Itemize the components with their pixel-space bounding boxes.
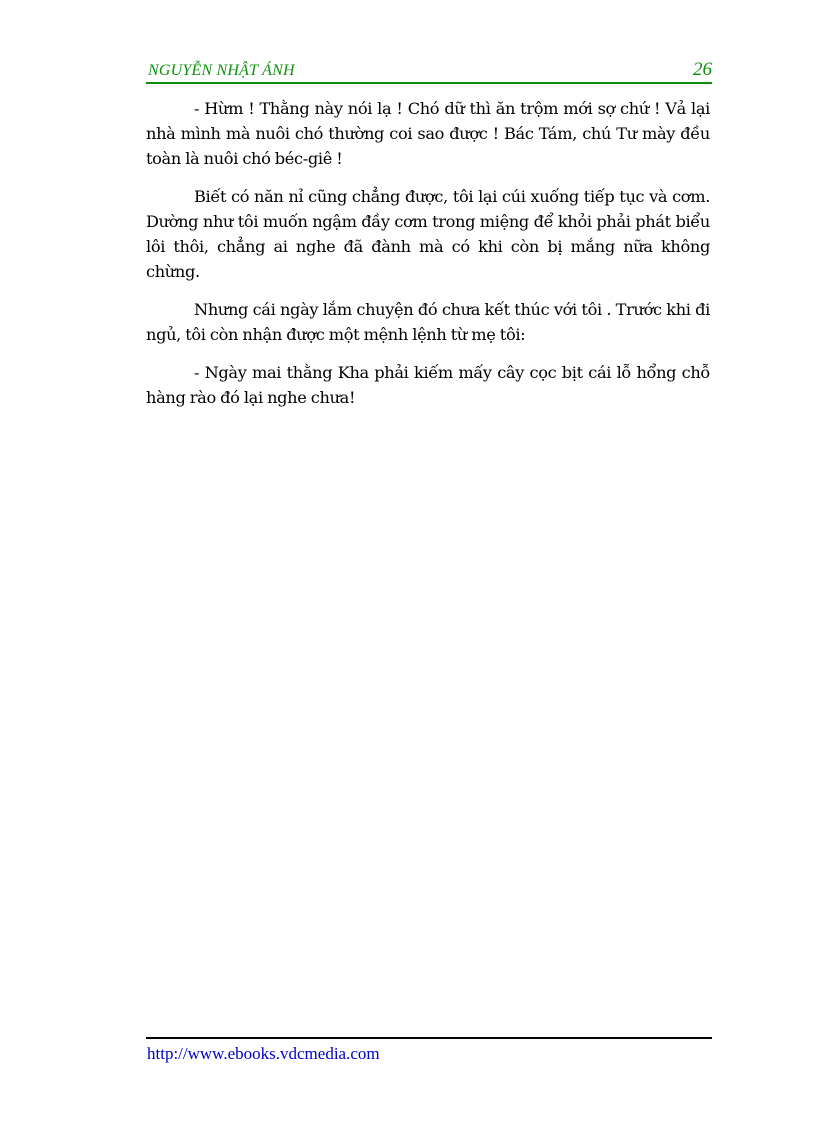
body-text — [146, 96, 710, 423]
footer-divider — [146, 1037, 712, 1039]
page-number: 26 — [693, 59, 712, 80]
paragraph: Nhưng cái ngày lắm chuyện đó chưa kết thúc với tôi . Trước khi đi ngủ, tôi còn nhận được một mệnh lệnh từ mẹ tôi: — [146, 300, 710, 344]
header-author: NGUYỄN NHẬT ÁNH — [148, 62, 295, 79]
paragraph: - Ngày mai thằng Kha phải kiếm mấy cây cọc bịt cái lỗ hổng chỗ hàng rào đó lại nghe chưa! — [146, 363, 710, 407]
paragraph: Biết có năn nỉ cũng chẳng được, tôi lại cúi xuống tiếp tục và cơm. Dường như tôi muốn ngậm đầy cơm trong miệng để khỏi phải phát biểu lôi thôi, chẳng ai nghe đã đành mà có khi còn bị mắng nữa không chừng. — [146, 187, 710, 281]
footer-link[interactable]: http://www.ebooks.vdcmedia.com — [147, 1044, 380, 1063]
page-header — [146, 58, 712, 84]
paragraph: - Hừm ! Thằng này nói lạ ! Chó dữ thì ăn trộm mới sợ chứ ! Vả lại nhà mình mà nuôi chó thường coi sao được ! Bác Tám, chú Tư mày đều toàn là nuôi chó béc-giê ! — [146, 99, 710, 168]
